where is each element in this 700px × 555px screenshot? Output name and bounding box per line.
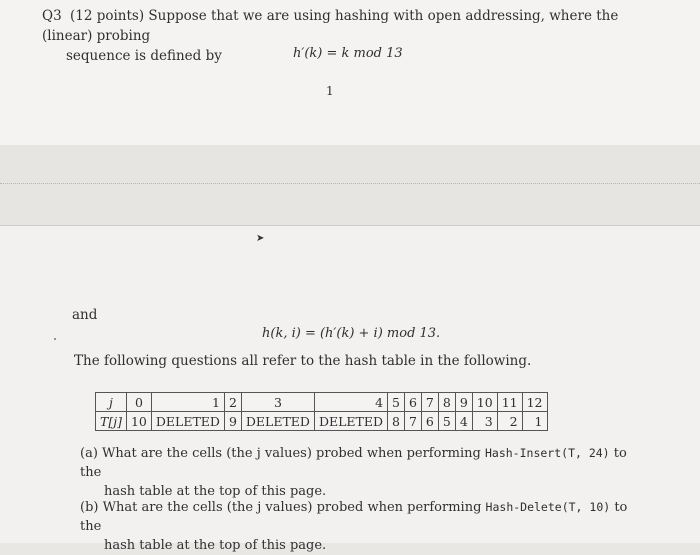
part-a-line2: hash table at the top of this page. [104,484,327,499]
value-cell: 10 [126,412,151,431]
hash-table [95,392,548,431]
value-cell: 5 [438,412,455,431]
value-cell: 1 [522,412,547,431]
index-cell: 10 [472,393,497,412]
value-header: T[j] [96,412,127,431]
table-intro: The following questions all refer to the hash table in the following. [74,353,532,369]
value-cell: 4 [455,412,472,431]
index-cell: 8 [438,393,455,412]
equation-probe-sequence: h(k, i) = (h′(k) + i) mod 13. [262,326,441,341]
question-number: Q3 [42,8,62,24]
value-cell: 2 [497,412,522,431]
value-cell: DELETED [151,412,224,431]
part-b-code: Hash-Delete(T, 10) [485,500,611,514]
pointer-cursor-icon: ➤ [256,233,265,244]
index-cell: 4 [314,393,387,412]
index-cell: 9 [455,393,472,412]
index-cell: 6 [404,393,421,412]
value-cell: 3 [472,412,497,431]
index-cell: 7 [421,393,438,412]
part-a-code: Hash-Insert(T, 24) [484,446,610,460]
index-cell: 2 [224,393,241,412]
dotted-divider [0,183,700,184]
stray-dot [54,338,56,340]
equation-probe-base: h′(k) = k mod 13 [293,46,403,61]
index-header: j [96,393,127,412]
question-points: (12 points) [69,8,145,24]
value-cell: DELETED [314,412,387,431]
value-cell: 7 [404,412,421,431]
index-cell: 1 [151,393,224,412]
part-a-text-end: to the [80,446,627,480]
part-b-label: (b) [80,500,99,515]
index-cell: 5 [388,393,405,412]
part-b-line2: hash table at the top of this page. [104,538,327,553]
part-a [80,444,640,501]
value-cell: 8 [388,412,405,431]
index-cell: 12 [522,393,547,412]
page-gap [0,145,700,225]
and-text: and [72,307,98,323]
index-cell: 11 [497,393,522,412]
question-line2: sequence is defined by [66,48,222,64]
index-cell: 3 [241,393,314,412]
value-cell: 9 [224,412,241,431]
hash-table-index-row [96,393,548,412]
part-a-label: (a) [80,446,98,461]
part-b-text: What are the cells (the j values) probed when performing [102,500,482,515]
top-sheet [0,0,700,146]
part-b [80,498,640,555]
part-b-text-end: to the [80,500,628,534]
value-cell: 6 [421,412,438,431]
question-line1: Suppose that we are using hashing with open addressing, where the (linear) probing [42,8,619,44]
value-cell: DELETED [241,412,314,431]
part-a-text: What are the cells (the j values) probed when performing [102,446,481,461]
index-cell: 0 [126,393,151,412]
page-number: 1 [326,84,334,98]
hash-table-value-row [96,412,548,431]
